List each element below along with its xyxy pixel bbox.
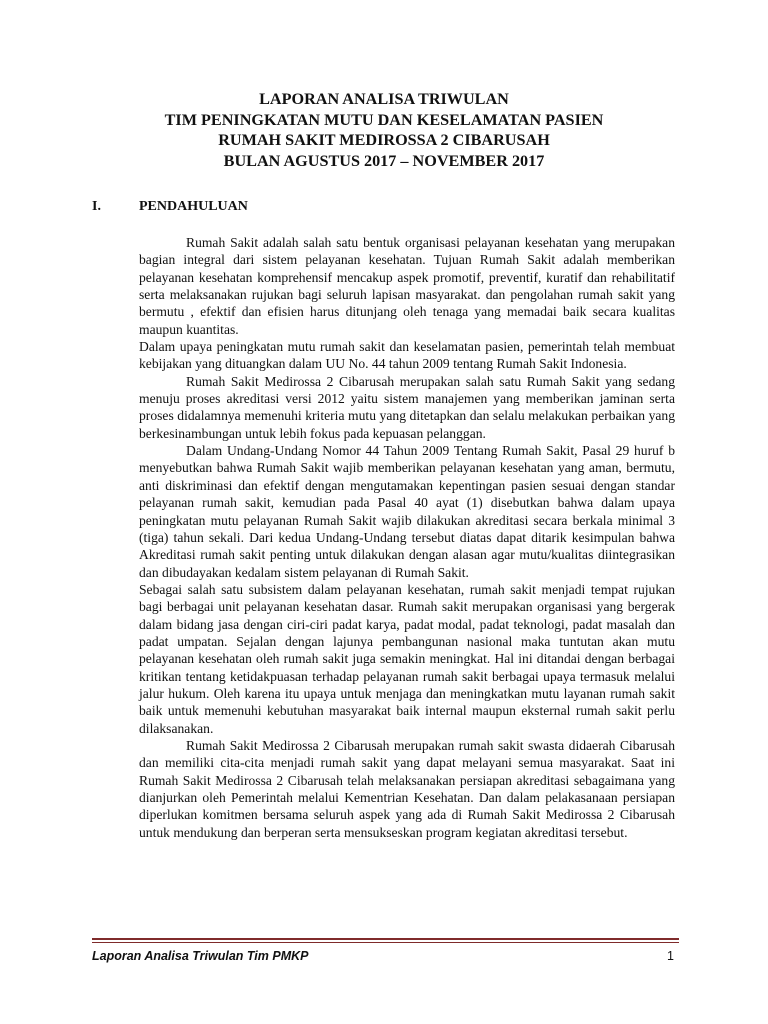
paragraph-3: Rumah Sakit Medirossa 2 Cibarusah merupakan salah satu Rumah Sakit yang sedang menuju proses akreditasi versi 2012 yaitu sistem manajemen yang memberikan jaminan serta proses didalamnya memenuhi kriteria mutu yang ditetapkan dan selalu melakukan perbaikan yang berkesinambungan untuk lebih fokus pada kepuasan pelanggan.: [139, 373, 675, 441]
paragraph-1: Rumah Sakit adalah salah satu bentuk organisasi pelayanan kesehatan yang merupakan bagian integral dari sistem pelayanan kesehatan. Tujuan Rumah Sakit adalah memberikan pelayanan kesehatan komprehensif mencakup aspek promotif, preventif, kuratif dan rehabilitatif serta melaksanakan rujukan bagi seluruh lapisan masyarakat. dan pengolahan rumah sakit yang bermutu , efektif dan efisien harus ditunjang oleh tenaga yang memadai baik secara kualitas maupun kuantitas.: [139, 235, 675, 337]
paragraph-2: Dalam upaya peningkatan mutu rumah sakit dan keselamatan pasien, pemerintah telah membuat kebijakan yang dituangkan dalam UU No. 44 tahun 2009 tentang Rumah Sakit Indonesia.: [139, 339, 675, 372]
title-line-1: LAPORAN ANALISA TRIWULAN: [259, 90, 509, 108]
title-line-3: RUMAH SAKIT MEDIROSSA 2 CIBARUSAH: [218, 131, 550, 149]
page-number: 1: [667, 949, 674, 963]
paragraph-6: Rumah Sakit Medirossa 2 Cibarusah merupakan rumah sakit swasta didaerah Cibarusah dan memiliki cita-cita menjadi rumah sakit yang dapat melayani semua masyarakat. Saat ini Rumah Sakit Medirossa 2 Cibarusah telah melaksanakan persiapan akreditasi sebagaimana yang dianjurkan oleh Pemerintah melalui Kementrian Kesehatan. Dan dalam pelakasanaan persiapan diperlukan komitmen bersama seluruh aspek yang ada di Rumah Sakit Medirossa 2 Cibarusah untuk mendukung dan berperan serta mensukseskan program kegiatan akreditasi tersebut.: [139, 737, 675, 840]
body-text: [139, 234, 675, 841]
section-title: PENDAHULUAN: [139, 199, 248, 214]
title-line-4: BULAN AGUSTUS 2017 – NOVEMBER 2017: [223, 151, 545, 170]
footer-title: Laporan Analisa Triwulan Tim PMKP: [92, 949, 309, 963]
section-number: I.: [92, 199, 101, 214]
paragraph-4: Dalam Undang-Undang Nomor 44 Tahun 2009 Tentang Rumah Sakit, Pasal 29 huruf b menyebutkan bahwa Rumah Sakit wajib memberikan pelayanan kesehatan yang aman, bermutu, anti diskriminasi dan efektif dengan mengutamakan kepentingan pasien sesuai dengan standar pelayanan rumah sakit, kemudian pada Pasal 40 ayat (1) disebutkan bahwa dalam upaya peningkatan mutu pelayanan Rumah Sakit wajib dilakukan akreditasi secara berkala minimal 3 (tiga) tahun sekali. Dari kedua Undang-Undang tersebut diatas dapat ditarik kesimpulan bahwa Akreditasi rumah sakit penting untuk dilakukan dengan alasan agar mutu/kualitas diintegrasikan dan dibudayakan kedalam sistem pelayanan di Rumah Sakit.: [139, 443, 675, 580]
footer-rule-thin: [92, 942, 679, 943]
title-line-2: TIM PENINGKATAN MUTU DAN KESELAMATAN PASIEN: [164, 110, 604, 129]
paragraph-5: Sebagai salah satu subsistem dalam pelayanan kesehatan, rumah sakit menjadi tempat rujukan bagi berbagai unit pelayanan kesehatan dasar. Rumah sakit merupakan organisasi yang bergerak dalam bidang jasa dengan ciri-ciri padat karya, padat modal, padat teknologi, padat masalah dan padat umpatan. Sejalan dengan lajunya pembangunan nasional maka tuntutan akan mutu pelayanan kesehatan oleh rumah sakit juga semakin meningkat. Hal ini ditandai dengan berbagai kritikan tentang ketidakpuasan terhadap pelayanan rumah sakit berbagai upaya termasuk melalui jalur hukum. Oleh karena itu upaya untuk menjaga dan meningkatkan mutu layanan rumah sakit baik untuk memenuhi kebutuhan masyarakat baik internal maupun eksternal rumah sakit perlu dilaksanakan.: [139, 581, 675, 736]
footer-rule-thick: [92, 938, 679, 940]
document-title: [0, 89, 768, 171]
